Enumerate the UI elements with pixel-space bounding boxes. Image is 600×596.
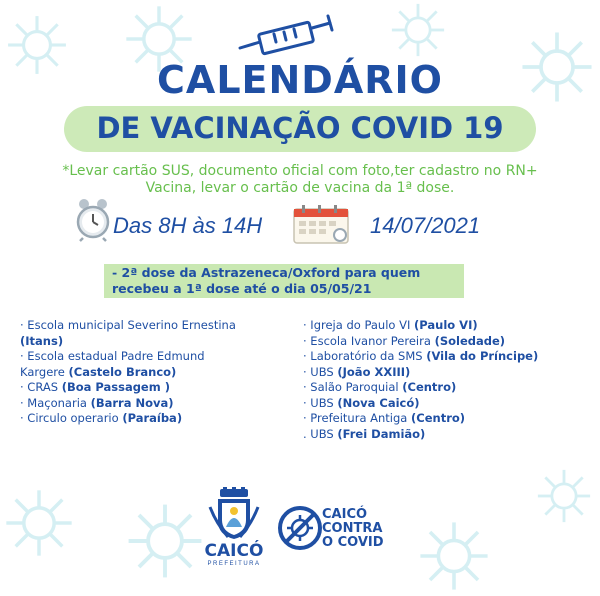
location-area: (Paulo VI) xyxy=(414,318,478,332)
calendar-icon xyxy=(292,205,352,250)
list-item xyxy=(303,365,593,381)
list-item xyxy=(20,411,290,427)
list-item xyxy=(303,380,593,396)
schedule-hours: Das 8H às 14H xyxy=(113,213,263,238)
virus-icon xyxy=(126,502,204,580)
logo-subtitle: PREFEITURA xyxy=(207,561,261,567)
location-area: (Soledade) xyxy=(434,333,506,348)
location-area: (Vila do Príncipe) xyxy=(426,349,539,363)
shield-icon xyxy=(277,505,323,556)
list-item xyxy=(20,396,290,412)
location-place: · Escola Ivanor Pereira xyxy=(303,333,435,348)
location-place: · Escola estadual Padre Edmund xyxy=(20,349,205,363)
location-area: (Paraíba) xyxy=(122,411,183,425)
list-item xyxy=(20,334,290,350)
location-place: · Salão Paroquial xyxy=(303,380,403,394)
list-item xyxy=(303,396,593,412)
page-title: CALENDÁRIO xyxy=(157,58,443,102)
location-area: (João XXIII) xyxy=(337,364,411,379)
location-area: (Itans) xyxy=(20,333,64,348)
crest-icon xyxy=(208,487,260,541)
list-item xyxy=(303,427,593,443)
list-item xyxy=(20,318,290,334)
location-area: (Frei Damião) xyxy=(337,426,426,441)
location-area: (Nova Caicó) xyxy=(337,395,420,410)
campaign-label-line: CAICÓ xyxy=(322,507,368,522)
location-area: (Boa Passagem ) xyxy=(61,380,170,394)
logo-name: CAICÓ xyxy=(204,541,264,561)
campaign-label-line: CONTRA xyxy=(322,521,383,536)
list-item xyxy=(303,349,593,365)
list-item xyxy=(20,380,290,396)
location-place: · Escola municipal Severino Ernestina xyxy=(20,318,236,332)
virus-icon xyxy=(390,2,446,58)
requirements-note xyxy=(0,163,600,197)
requirements-note-line: Vacina, levar o cartão de vacina da 1ª dose. xyxy=(145,180,455,196)
locations-list-left xyxy=(20,318,290,427)
location-area: (Centro) xyxy=(411,411,466,425)
list-item xyxy=(303,318,593,334)
location-place: · Igreja do Paulo VI xyxy=(303,318,414,332)
location-area: (Barra Nova) xyxy=(90,395,174,410)
virus-icon xyxy=(4,488,74,558)
location-place: · CRAS xyxy=(20,380,62,394)
location-place: · Maçonaria xyxy=(20,395,91,410)
dose-notice-line: - 2ª dose da Astrazeneca/Oxford para quem xyxy=(112,265,421,280)
syringe-icon xyxy=(238,14,346,61)
requirements-note-line: *Levar cartão SUS, documento oficial com foto,ter cadastro no RN+ xyxy=(62,163,538,179)
location-place: · UBS xyxy=(303,364,338,379)
list-item xyxy=(303,411,593,427)
prefeitura-logo xyxy=(196,487,272,567)
location-place: . UBS xyxy=(303,426,338,441)
location-place: · Circulo operario xyxy=(20,411,123,425)
dose-notice xyxy=(112,265,462,297)
campaign-label-line: O COVID xyxy=(322,535,384,550)
virus-icon xyxy=(418,520,490,592)
list-item xyxy=(303,334,593,350)
location-place: · Laboratório da SMS xyxy=(303,349,427,363)
dose-notice-line: recebeu a 1ª dose até o dia 05/05/21 xyxy=(112,281,372,296)
location-area: (Centro) xyxy=(402,380,457,394)
location-area: (Castelo Branco) xyxy=(68,364,177,379)
alarm-clock-icon xyxy=(76,198,110,247)
locations-list-right xyxy=(303,318,593,442)
location-place: · Prefeitura Antiga xyxy=(303,411,412,425)
list-item xyxy=(20,365,290,381)
location-place: · UBS xyxy=(303,395,338,410)
list-item xyxy=(20,349,290,365)
location-place: Kargere xyxy=(20,364,69,379)
campaign-label xyxy=(322,508,384,550)
page-subtitle: DE VACINAÇÃO COVID 19 xyxy=(96,111,504,145)
virus-icon xyxy=(536,468,592,524)
schedule-date: 14/07/2021 xyxy=(370,213,481,238)
